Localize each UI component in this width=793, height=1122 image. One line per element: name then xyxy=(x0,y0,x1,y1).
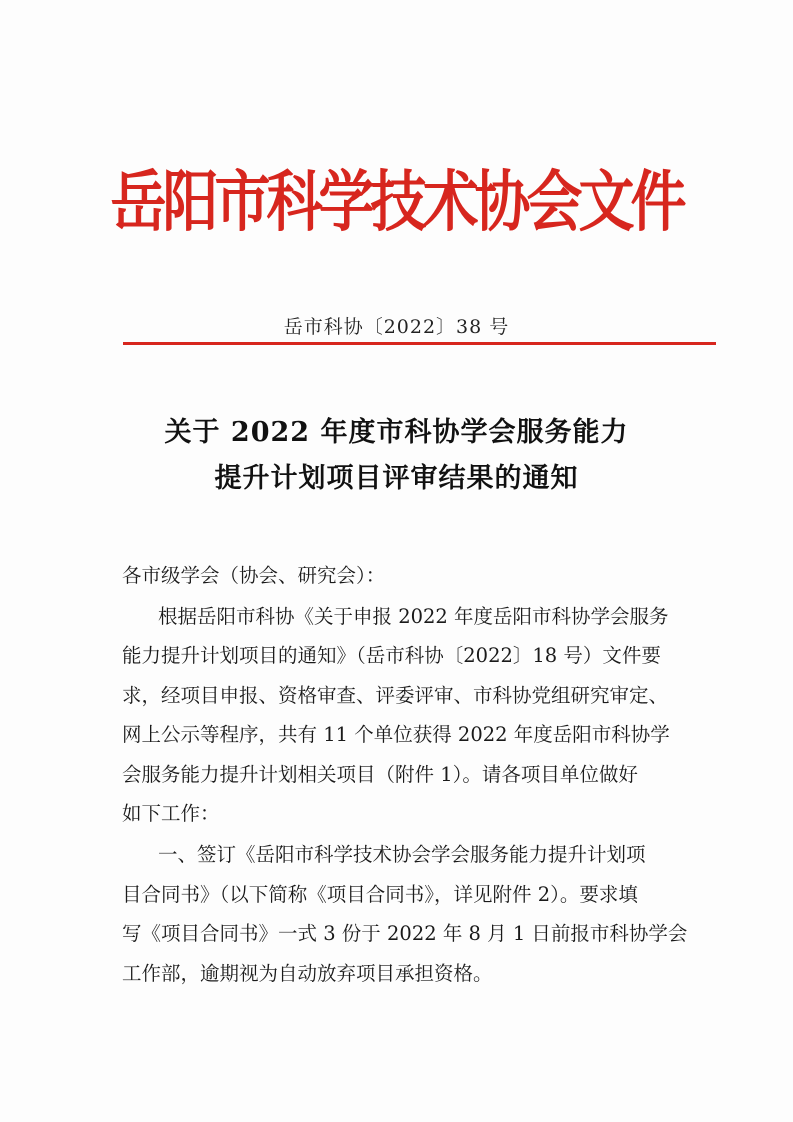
masthead-title: 岳阳市科学技术协会文件 xyxy=(110,164,683,241)
body-line: 目合同书》（以下简称《项目合同书》，详见附件 2）。要求填 xyxy=(122,883,638,906)
notice-title-line-2: 提升计划项目评审结果的通知 xyxy=(214,463,579,494)
salutation: 各市级学会（协会、研究会）： xyxy=(122,564,386,587)
body-line: 能力提升计划项目的通知》（岳市科协〔2022〕18 号）文件要 xyxy=(122,644,661,667)
body-line: 如下工作： xyxy=(122,802,220,825)
red-separator-line xyxy=(123,342,716,345)
body-line: 根据岳阳市科协《关于申报 2022 年度岳阳市科协学会服务 xyxy=(158,605,669,628)
body-line: 一、签订《岳阳市科学技术协会学会服务能力提升计划项 xyxy=(158,843,646,866)
document-number: 岳市科协〔2022〕38 号 xyxy=(283,316,510,338)
body-line: 工作部，逾期视为自动放弃项目承担资格。 xyxy=(122,962,493,985)
body-line: 求，经项目申报、资格审查、评委评审、市科协党组研究审定、 xyxy=(122,684,669,707)
body-line: 写《项目合同书》一式 3 份于 2022 年 8 月 1 日前报市科协学会 xyxy=(122,922,688,945)
body-line: 会服务能力提升计划相关项目（附件 1）。请各项目单位做好 xyxy=(122,763,638,786)
notice-title-line-1: 关于 2022 年度市科协学会服务能力 xyxy=(164,417,629,448)
body-line: 网上公示等程序，共有 11 个单位获得 2022 年度岳阳市科协学 xyxy=(122,723,670,746)
